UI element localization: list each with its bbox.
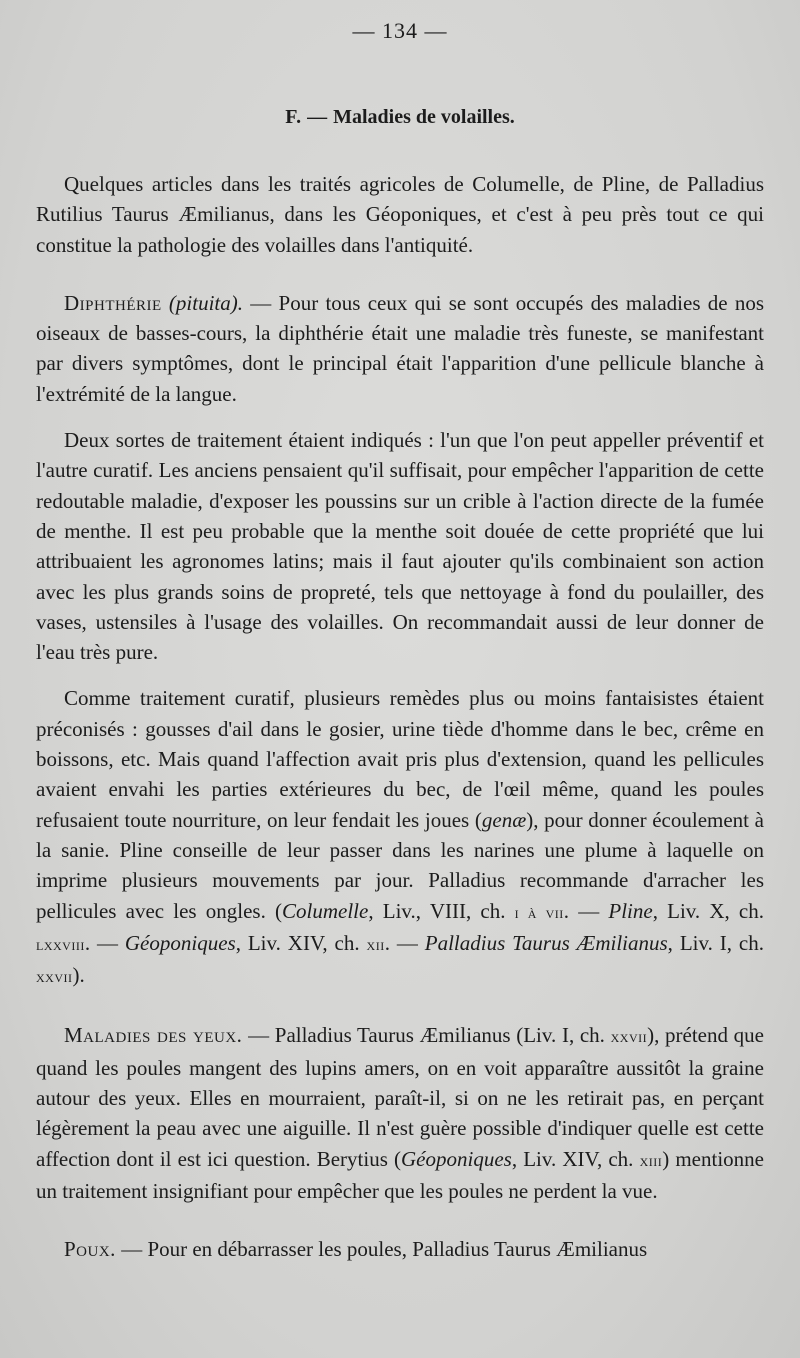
ref-sep-1: . — [563, 898, 609, 923]
eyes-ch: xxvii [610, 1027, 648, 1047]
eyes-text-a: — Palladius Taurus Æmilianus (Liv. I, ch. [242, 1023, 611, 1048]
eyes-geoponiques-loc: , Liv. XIV, ch. [511, 1146, 640, 1171]
ref-pline: Pline [608, 898, 653, 923]
eyes-heading: Maladies des yeux. [64, 1023, 243, 1048]
section-label: F. — [285, 106, 334, 128]
ref-columelle-ch: i à vii [514, 902, 564, 922]
ref-palladius-ch: xxvii [36, 967, 73, 987]
genae-term: genæ [481, 807, 527, 832]
ref-end: ). [72, 963, 85, 988]
lice-text: — Pour en débarrasser les poules, Palladius Taurus Æmilianus [115, 1237, 648, 1262]
eyes-paragraph [36, 1020, 764, 1206]
diphtheria-text-1: — Pour tous ceux qui se sont occupés des maladies de nos oiseaux de basses-cours, la diphthérie était une maladie très funeste, se manifestant par divers symptômes, dont le principal était l'apparition d'une pellicule blanche à l'extrémité de la langue. [36, 290, 765, 406]
intro-paragraph: Quelques articles dans les traités agricoles de Columelle, de Pline, de Palladius Rutilius Taurus Æmilianus, dans les Géoponiques, et c'est à peu près tout ce qui constitue la pathologie des volailles dans l'antiquité. [36, 172, 764, 257]
ref-palladius: Palladius Taurus Æmilianus [424, 930, 668, 955]
page-number: — 134 — [352, 18, 448, 43]
ref-columelle: Columelle [282, 898, 369, 923]
diphtheria-latin: (pituita). [168, 290, 243, 315]
diphtheria-paragraph-2: Deux sortes de traitement étaient indiqués : l'un que l'on peut appeller préventif et l'autre curatif. Les anciens pensaient qu'il suffisait, pour empêcher l'apparition de cette redoutable maladie, d'exposer les poussins sur un crible à l'action directe de la fumée de menthe. Il est peu probable que la menthe soit douée de cette propriété que lui attribuaient les agronomes latins; mais il faut ajouter qu'ils combinaient son action avec les plus grands soins de propreté, tels que nettoyage à fond du poulailler, des vases, ustensiles à l'usage des volailles. On recommandait aussi de leur donner de l'eau très pure. [36, 428, 764, 665]
section-title-text: Maladies de volailles. [333, 106, 515, 128]
diphtheria-text-3b: ), pour donner écoulement à la sanie. Pline conseille de leur passer dans les narines une plume à laquelle on imprime plusieurs mouvements par jour. Palladius recommande d'arracher les pellicules avec les ongles. ( [36, 807, 764, 923]
ref-pline-ch: lxxviii [36, 934, 85, 954]
section-title [36, 106, 764, 129]
eyes-text-c: ) mentionne un traitement insignifiant pour empêcher que les poules ne perdent la vue. [36, 1146, 764, 1203]
diphtheria-paragraph-1 [36, 288, 764, 409]
ref-geoponiques-ch: xii [366, 934, 385, 954]
ref-sep-3: . — [384, 930, 425, 955]
ref-pline-loc: , Liv. X, ch. [652, 898, 765, 923]
eyes-geoponiques-ch: xiii [639, 1150, 663, 1170]
eyes-geoponiques: Géoponiques [401, 1146, 512, 1171]
lice-heading: Poux. [64, 1237, 116, 1262]
ref-columelle-loc: , Liv., VIII, ch. [368, 898, 515, 923]
eyes-text-b: ), prétend que quand les poules mangent des lupins amers, on en voit apparaître aussitôt la graine autour des yeux. Elles en mourraient, paraît-il, si on ne les retirait pas, en perçant légèrement la peau avec une aiguille. Il n'est guère possible d'indiquer quelle est cette affection dont il est ici question. Berytius ( [36, 1023, 764, 1171]
ref-geoponiques: Géoponiques [124, 930, 236, 955]
ref-sep-2: . — [84, 930, 125, 955]
ref-geoponiques-loc: , Liv. XIV, ch. [235, 930, 367, 955]
diphtheria-paragraph-3 [36, 683, 764, 992]
diphtheria-heading: Diphthérie [64, 290, 162, 315]
ref-palladius-loc: , Liv. I, ch. [667, 930, 764, 955]
lice-paragraph [36, 1234, 764, 1264]
diphtheria-text-3a: Comme traitement curatif, plusieurs remèdes plus ou moins fantaisistes étaient préconisés : gousses d'ail dans le gosier, urine tiède d'homme dans le bec, crême en boissons, etc. Mais quand l'affection avait pris plus d'extension, quand les pellicules avaient envahi les parties extérieures du bec, de l'œil même, quand les poules refusaient toute nourriture, on leur fendait les joues ( [36, 686, 764, 832]
